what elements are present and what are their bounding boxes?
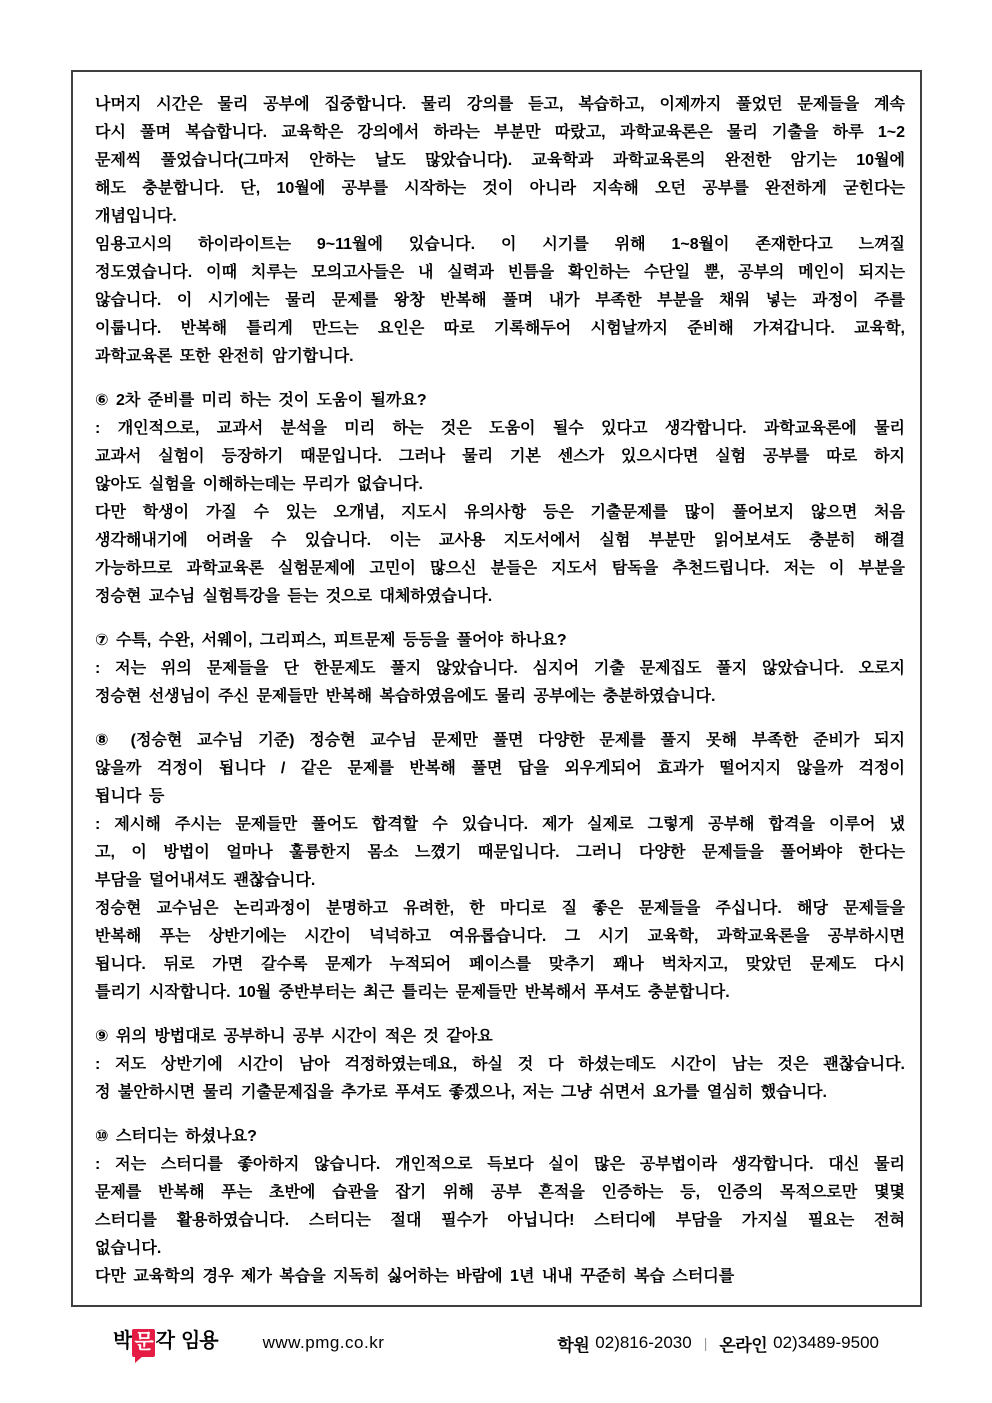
- paragraph-spacer: [95, 1007, 905, 1023]
- text-line: 됩니다. 뒤로 가면 갈수록 문제가 누적되어 페이스를 맞추기 꽤나 벅차지고, 맞았던 문제도 다시: [95, 956, 905, 973]
- text-line: 틀리기 시작합니다. 10월 중반부터는 최근 틀리는 문제들만 반복해서 푸셔도 충분합니다.: [95, 984, 730, 1001]
- logo-text-part2: 각: [155, 1330, 174, 1352]
- page-footer: [113, 1326, 879, 1360]
- pmg-imyong-logo: [113, 1329, 218, 1357]
- text-line: 않아도 실험을 이해하는데는 무리가 없습니다.: [95, 476, 423, 493]
- text-line: 됩니다 등: [95, 788, 165, 805]
- text-line: 않습니다. 이 시기에는 물리 문제를 왕창 반복해 풀며 내가 부족한 부분을 채워 넣는 과정이 주를: [95, 292, 905, 309]
- text-line: 정승현 선생님이 주신 문제들만 반복해 복습하였음에도 물리 공부에는 충분하였습니다.: [95, 688, 716, 705]
- text-line: 과학교육론 또한 완전히 암기합니다.: [95, 348, 354, 365]
- text-line: 해도 충분합니다. 단, 10월에 공부를 시작하는 것이 아니라 지속해 오던 공부를 완전하게 굳힌다는: [95, 180, 905, 197]
- text-line: 가능하므로 과학교육론 실험문제에 고민이 많으신 분들은 지도서 탐독을 추천드립니다. 저는 이 부분을: [95, 560, 905, 577]
- academy-label: 학원: [557, 1335, 590, 1355]
- separator-bar: |: [703, 1335, 708, 1351]
- text-line: 정 불안하시면 물리 기출문제집을 추가로 푸셔도 좋겠으나, 저는 그냥 쉬면서 요가를 열심히 했습니다.: [95, 1084, 827, 1101]
- text-line: : 제시해 주시는 문제들만 풀어도 합격할 수 있습니다. 제가 실제로 그렇게 공부해 합격을 이루어 냈: [95, 816, 905, 833]
- paragraph-spacer: [95, 371, 905, 387]
- online-phone: 02)3489-9500: [773, 1333, 879, 1352]
- text-line: 없습니다.: [95, 1240, 162, 1257]
- text-line: 스터디를 활용하였습니다. 스터디는 절대 필수가 아닙니다! 스터디에 부담을 가지실 필요는 전혀: [95, 1212, 905, 1229]
- logo-text-suffix: 임용: [180, 1330, 218, 1352]
- paragraph-spacer: [95, 611, 905, 627]
- text-line: 않을까 걱정이 됩니다 / 같은 문제를 반복해 풀면 답을 외우게되어 효과가 떨어지지 않을까 걱정이: [95, 760, 905, 777]
- document-border-box: [71, 70, 922, 1307]
- text-line: 문제를 반복해 푸는 초반에 습관을 잡기 위해 공부 흔적을 인증하는 등, 인증의 목적으로만 몇몇: [95, 1184, 905, 1201]
- academy-phone: 02)816-2030: [595, 1333, 692, 1352]
- text-line: : 개인적으로, 교과서 분석을 미리 하는 것은 도움이 될수 있다고 생각합니다. 과학교육론에 물리: [95, 420, 905, 437]
- contact-info: [557, 1331, 879, 1356]
- website-url: www.pmg.co.kr: [262, 1333, 385, 1352]
- paragraph-spacer: [95, 1107, 905, 1123]
- paragraph-spacer: [95, 711, 905, 727]
- text-line: : 저도 상반기에 시간이 남아 걱정하였는데요, 하실 것 다 하셨는데도 시간이 남는 것은 괜찮습니다.: [95, 1056, 905, 1073]
- text-line: 정승현 교수님은 논리과정이 분명하고 유려한, 한 마디로 질 좋은 문제들을 주십니다. 해당 문제들을: [95, 900, 905, 917]
- text-line: 다만 교육학의 경우 제가 복습을 지독히 싫어하는 바람에 1년 내내 꾸준히 복습 스터디를: [95, 1268, 735, 1285]
- text-line: 교과서 실험이 등장하기 때문입니다. 그러나 물리 기본 센스가 있으시다면 실험 공부를 따로 하지: [95, 448, 905, 465]
- document-text: [95, 91, 905, 1291]
- text-line: 고, 이 방법이 얼마나 훌륭한지 몸소 느꼈기 때문입니다. 그러니 다양한 문제들을 풀어봐야 한다는: [95, 844, 905, 861]
- text-line: 문제씩 풀었습니다(그마저 안하는 날도 많았습니다). 교육학과 과학교육론의 완전한 암기는 10월에: [95, 152, 905, 169]
- text-line: ⑧ (정승현 교수님 기준) 정승현 교수님 문제만 풀면 다양한 문제를 풀지 못해 부족한 준비가 되지: [95, 732, 905, 749]
- text-line: 정승현 교수님 실험특강을 듣는 것으로 대체하였습니다.: [95, 588, 493, 605]
- text-line: 이룹니다. 반복해 틀리게 만드는 요인은 따로 기록해두어 시험날까지 준비해 가져갑니다. 교육학,: [95, 320, 905, 337]
- text-line: 생각해내기에 어려울 수 있습니다. 이는 교사용 지도서에서 실험 부분만 읽어보셔도 충분히 해결: [95, 532, 905, 549]
- footer-left: [113, 1329, 384, 1357]
- text-line: : 저는 위의 문제들을 단 한문제도 풀지 않았습니다. 심지어 기출 문제집도 풀지 않았습니다. 오로지: [95, 660, 905, 677]
- text-line: 부담을 덜어내셔도 괜찮습니다.: [95, 872, 316, 889]
- text-line: 반복해 푸는 상반기에는 시간이 넉넉하고 여유롭습니다. 그 시기 교육학, 과학교육론을 공부하시면: [95, 928, 905, 945]
- text-line: ⑨ 위의 방법대로 공부하니 공부 시간이 적은 것 같아요: [95, 1028, 493, 1045]
- text-line: ⑥ 2차 준비를 미리 하는 것이 도움이 될까요?: [95, 392, 427, 409]
- online-label: 온라인: [719, 1335, 768, 1355]
- text-line: 정도였습니다. 이때 치루는 모의고사들은 내 실력과 빈틈을 확인하는 수단일 뿐, 공부의 메인이 되지는: [95, 264, 905, 281]
- text-line: ⑩ 스터디는 하셨나요?: [95, 1128, 257, 1145]
- text-line: 개념입니다.: [95, 208, 177, 225]
- text-line: ⑦ 수특, 수완, 서웨이, 그리피스, 피트문제 등등을 풀어야 하나요?: [95, 632, 567, 649]
- text-line: 다시 풀며 복습합니다. 교육학은 강의에서 하라는 부분만 따랐고, 과학교육론은 물리 기출을 하루 1~2: [95, 124, 905, 141]
- text-line: : 저는 스터디를 좋아하지 않습니다. 개인적으로 득보다 실이 많은 공부법이라 생각합니다. 대신 물리: [95, 1156, 905, 1173]
- logo-mun-mark-icon: 문: [132, 1329, 154, 1357]
- text-line: 나머지 시간은 물리 공부에 집중합니다. 물리 강의를 듣고, 복습하고, 이제까지 풀었던 문제들을 계속: [95, 96, 905, 113]
- logo-text-part1: 박: [113, 1330, 132, 1352]
- text-line: 다만 학생이 가질 수 있는 오개념, 지도시 유의사항 등은 기출문제를 많이 풀어보지 않으면 처음: [95, 504, 905, 521]
- text-line: 임용고시의 하이라이트는 9~11월에 있습니다. 이 시기를 위해 1~8월이 존재한다고 느껴질: [95, 236, 905, 253]
